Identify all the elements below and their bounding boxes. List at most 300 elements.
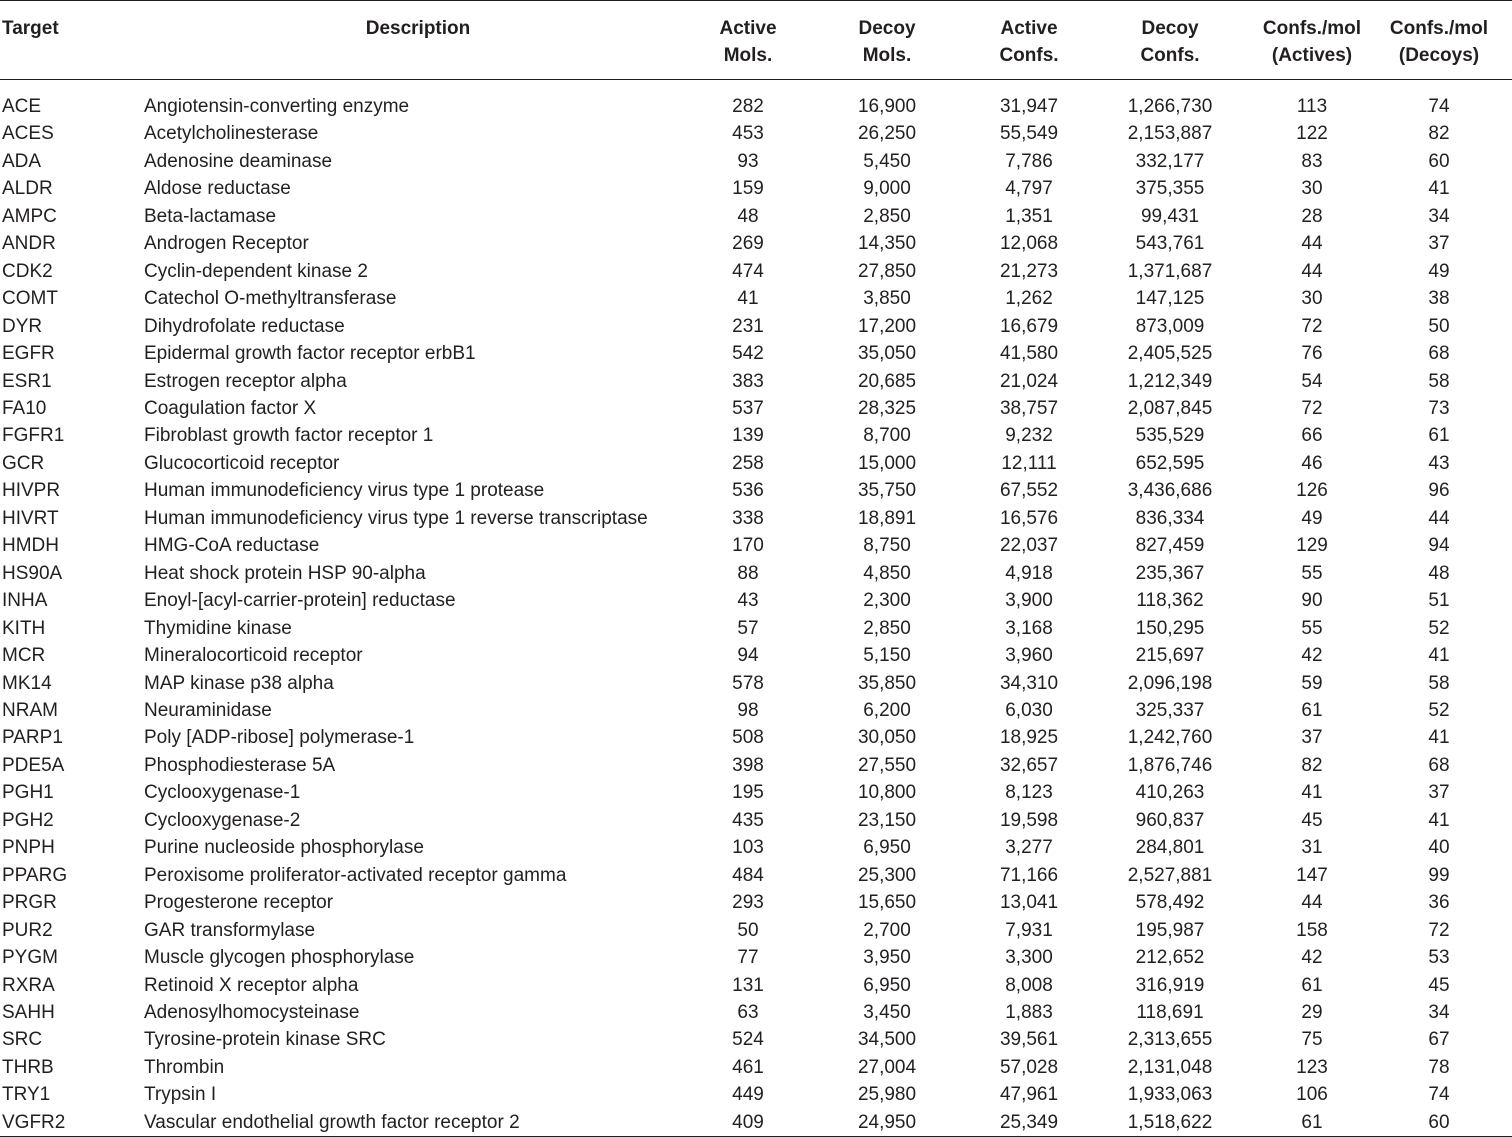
cell-description: Human immunodeficiency virus type 1 reverse transcriptase <box>144 507 648 529</box>
table-row <box>0 120 1512 147</box>
cell-decoy-mols: 2,850 <box>863 617 911 639</box>
cell-decoy-mols: 23,150 <box>857 809 917 831</box>
cell-decoy-mols: 28,325 <box>857 397 917 419</box>
header-line: Active <box>1000 18 1058 39</box>
cell-confs-per-mol-actives: 158 <box>1296 919 1328 941</box>
cell-active-confs: 47,961 <box>999 1084 1059 1106</box>
cell-confs-per-mol-decoys: 58 <box>1428 672 1450 694</box>
cell-description: Beta-lactamase <box>144 205 277 227</box>
cell-active-mols: 282 <box>732 96 764 117</box>
table-row <box>0 450 1512 477</box>
table-row <box>0 395 1512 422</box>
cell-confs-per-mol-decoys: 48 <box>1428 562 1450 584</box>
cell-target: FA10 <box>2 397 47 419</box>
cell-active-mols: 98 <box>737 699 759 721</box>
cell-confs-per-mol-decoys: 53 <box>1428 947 1450 969</box>
table-row <box>0 889 1512 916</box>
cell-description: Poly [ADP-ribose] polymerase-1 <box>144 727 415 749</box>
cell-decoy-confs: 147,125 <box>1135 288 1205 310</box>
cell-confs-per-mol-actives: 42 <box>1301 947 1323 969</box>
cell-description: Enoyl-[acyl-carrier-protein] reductase <box>144 590 456 612</box>
header-line: Decoy <box>858 18 916 39</box>
table-row <box>0 944 1512 971</box>
cell-decoy-confs: 2,313,655 <box>1127 1029 1213 1051</box>
cell-target: MK14 <box>2 672 52 694</box>
cell-confs-per-mol-actives: 66 <box>1301 425 1323 447</box>
header-decoy-mols <box>798 1 976 80</box>
cell-confs-per-mol-decoys: 61 <box>1428 425 1450 447</box>
cell-decoy-confs: 2,096,198 <box>1127 672 1213 694</box>
cell-description: Angiotensin-converting enzyme <box>144 96 410 117</box>
cell-active-confs: 19,598 <box>999 809 1059 831</box>
cell-decoy-confs: 150,295 <box>1135 617 1205 639</box>
cell-active-confs: 55,549 <box>999 123 1059 145</box>
cell-target: ANDR <box>2 233 56 255</box>
cell-active-confs: 13,041 <box>999 892 1059 914</box>
cell-decoy-confs: 2,087,845 <box>1127 397 1213 419</box>
cell-decoy-mols: 26,250 <box>857 123 917 145</box>
cell-active-confs: 22,037 <box>999 535 1059 557</box>
table-row <box>0 368 1512 395</box>
table-row <box>0 724 1512 751</box>
cell-active-mols: 139 <box>732 425 764 447</box>
cell-confs-per-mol-actives: 44 <box>1301 233 1323 255</box>
header-line: Confs./mol <box>1262 18 1362 39</box>
cell-confs-per-mol-actives: 29 <box>1301 1001 1323 1023</box>
cell-confs-per-mol-actives: 72 <box>1301 315 1323 337</box>
cell-confs-per-mol-decoys: 51 <box>1428 590 1450 612</box>
cell-decoy-mols: 35,850 <box>857 672 917 694</box>
table-row <box>0 148 1512 175</box>
cell-confs-per-mol-decoys: 45 <box>1428 974 1450 996</box>
cell-confs-per-mol-decoys: 96 <box>1428 480 1450 502</box>
cell-description: Muscle glycogen phosphorylase <box>144 947 415 969</box>
cell-active-mols: 484 <box>732 864 764 886</box>
cell-decoy-confs: 212,652 <box>1135 947 1205 969</box>
cell-active-confs: 6,030 <box>1005 699 1053 721</box>
cell-active-confs: 8,123 <box>1005 782 1053 804</box>
cell-decoy-mols: 6,950 <box>863 837 911 859</box>
cell-decoy-confs: 332,177 <box>1135 150 1205 172</box>
table-row <box>0 999 1512 1026</box>
header-line: Active <box>719 18 777 39</box>
cell-confs-per-mol-decoys: 58 <box>1428 370 1450 392</box>
table-row <box>0 313 1512 340</box>
cell-active-mols: 93 <box>737 150 759 172</box>
cell-target: HMDH <box>2 535 59 557</box>
header-line: Decoy <box>1141 18 1199 39</box>
cell-confs-per-mol-actives: 75 <box>1301 1029 1323 1051</box>
cell-description: Cyclooxygenase-1 <box>144 782 301 804</box>
cell-decoy-mols: 35,750 <box>857 480 917 502</box>
header-line: Mols. <box>723 45 773 66</box>
cell-confs-per-mol-actives: 83 <box>1301 150 1323 172</box>
cell-decoy-confs: 1,876,746 <box>1127 754 1213 776</box>
table-row <box>0 1109 1512 1137</box>
cell-decoy-confs: 235,367 <box>1135 562 1205 584</box>
cell-confs-per-mol-decoys: 36 <box>1428 892 1450 914</box>
cell-decoy-confs: 578,492 <box>1135 892 1205 914</box>
cell-confs-per-mol-actives: 44 <box>1301 260 1323 282</box>
cell-target: ALDR <box>2 178 53 200</box>
cell-confs-per-mol-decoys: 38 <box>1428 288 1450 310</box>
cell-target: TRY1 <box>2 1084 51 1106</box>
cell-decoy-confs: 535,529 <box>1135 425 1205 447</box>
cell-active-mols: 131 <box>732 974 764 996</box>
cell-active-mols: 449 <box>732 1084 764 1106</box>
cell-decoy-mols: 27,850 <box>857 260 917 282</box>
cell-active-confs: 3,277 <box>1005 837 1053 859</box>
cell-active-confs: 3,300 <box>1005 947 1053 969</box>
cell-decoy-mols: 15,650 <box>857 892 917 914</box>
cell-active-confs: 21,273 <box>999 260 1059 282</box>
cell-confs-per-mol-actives: 37 <box>1301 727 1323 749</box>
cell-confs-per-mol-decoys: 37 <box>1428 782 1450 804</box>
cell-target: KITH <box>2 617 46 639</box>
cell-description: Aldose reductase <box>144 178 291 200</box>
cell-active-mols: 524 <box>732 1029 764 1051</box>
cell-active-confs: 12,111 <box>1001 452 1057 474</box>
cell-confs-per-mol-actives: 113 <box>1296 96 1328 117</box>
table-row <box>0 285 1512 312</box>
cell-confs-per-mol-decoys: 60 <box>1366 1109 1512 1137</box>
cell-confs-per-mol-decoys: 52 <box>1428 617 1450 639</box>
cell-confs-per-mol-decoys: 99 <box>1428 864 1450 886</box>
header-active-mols <box>698 1 798 80</box>
cell-active-mols: 57 <box>737 617 759 639</box>
cell-target: SRC <box>2 1029 43 1051</box>
cell-decoy-confs: 543,761 <box>1135 233 1205 255</box>
cell-target: ACES <box>2 123 54 145</box>
table-row <box>0 532 1512 559</box>
cell-confs-per-mol-decoys: 67 <box>1428 1029 1450 1051</box>
cell-target: AMPC <box>2 205 57 227</box>
cell-active-mols: 508 <box>732 727 764 749</box>
cell-confs-per-mol-actives: 28 <box>1301 205 1323 227</box>
cell-confs-per-mol-decoys: 43 <box>1428 452 1450 474</box>
cell-confs-per-mol-decoys: 60 <box>1428 150 1450 172</box>
cell-description: Dihydrofolate reductase <box>144 315 345 337</box>
cell-active-confs: 71,166 <box>999 864 1059 886</box>
cell-active-mols: 63 <box>737 1001 759 1023</box>
cell-decoy-mols: 3,450 <box>863 1001 911 1023</box>
cell-active-confs: 7,786 <box>1005 150 1053 172</box>
cell-confs-per-mol-actives: 72 <box>1301 397 1323 419</box>
cell-confs-per-mol-decoys: 41 <box>1428 727 1450 749</box>
cell-description: GAR transformylase <box>144 919 316 941</box>
header-line: Confs./mol <box>1389 18 1489 39</box>
cell-confs-per-mol-actives: 129 <box>1296 535 1328 557</box>
table-row <box>0 697 1512 724</box>
cell-confs-per-mol-actives: 82 <box>1301 754 1323 776</box>
cell-target: EGFR <box>2 343 55 365</box>
cell-decoy-confs: 2,131,048 <box>1127 1056 1213 1078</box>
cell-active-mols: 48 <box>737 205 759 227</box>
cell-target: PDE5A <box>2 754 65 776</box>
cell-target: PPARG <box>2 864 68 886</box>
cell-confs-per-mol-decoys: 74 <box>1428 1084 1450 1106</box>
cell-active-mols: 231 <box>732 315 764 337</box>
cell-target: NRAM <box>2 699 58 721</box>
cell-description: Retinoid X receptor alpha <box>144 974 359 996</box>
cell-target: ACE <box>2 96 42 117</box>
cell-decoy-confs: 2,527,881 <box>1127 864 1213 886</box>
cell-decoy-mols: 4,850 <box>863 562 911 584</box>
cell-active-confs: 38,757 <box>999 397 1059 419</box>
cell-decoy-mols: 5,450 <box>863 150 911 172</box>
cell-active-confs: 3,168 <box>1005 617 1053 639</box>
header-line: (Actives) <box>1271 45 1353 66</box>
table-row <box>0 862 1512 889</box>
cell-confs-per-mol-actives: 45 <box>1301 809 1323 831</box>
cell-confs-per-mol-decoys: 73 <box>1428 397 1450 419</box>
cell-target: MCR <box>2 645 46 667</box>
table-row <box>0 807 1512 834</box>
cell-decoy-mols: 30,050 <box>857 727 917 749</box>
cell-description: Purine nucleoside phosphorylase <box>144 837 424 859</box>
cell-confs-per-mol-actives: 55 <box>1301 562 1323 584</box>
cell-confs-per-mol-decoys: 94 <box>1428 535 1450 557</box>
cell-decoy-confs: 118,362 <box>1136 590 1204 612</box>
table-body <box>0 80 1512 1137</box>
header-confs-per-mol-decoys <box>1366 1 1512 80</box>
cell-decoy-mols: 3,950 <box>863 947 911 969</box>
cell-decoy-mols: 35,050 <box>857 343 917 365</box>
cell-description: Estrogen receptor alpha <box>144 370 347 392</box>
cell-decoy-mols: 20,685 <box>857 370 917 392</box>
cell-confs-per-mol-actives: 76 <box>1301 343 1323 365</box>
cell-target: PYGM <box>2 947 58 969</box>
cell-decoy-confs: 873,009 <box>1135 315 1205 337</box>
cell-decoy-mols: 25,980 <box>857 1084 917 1106</box>
cell-active-mols: 50 <box>737 919 759 941</box>
cell-active-confs: 9,232 <box>1005 425 1053 447</box>
table-row <box>0 422 1512 449</box>
cell-decoy-mols: 16,900 <box>857 96 917 117</box>
cell-confs-per-mol-actives: 44 <box>1301 892 1323 914</box>
cell-confs-per-mol-actives: 54 <box>1301 370 1323 392</box>
cell-confs-per-mol-decoys: 49 <box>1428 260 1450 282</box>
cell-active-confs: 34,310 <box>999 672 1059 694</box>
cell-decoy-confs: 1,371,687 <box>1127 260 1213 282</box>
cell-target: FGFR1 <box>2 425 65 447</box>
cell-target: INHA <box>2 590 48 612</box>
cell-active-confs: 39,561 <box>999 1029 1059 1051</box>
cell-description: Human immunodeficiency virus type 1 protease <box>144 480 545 502</box>
cell-decoy-mols: 34,500 <box>857 1029 917 1051</box>
cell-active-confs: 3,960 <box>1005 645 1053 667</box>
cell-description: Neuraminidase <box>144 699 272 721</box>
cell-decoy-mols: 2,850 <box>863 205 911 227</box>
cell-target: HIVRT <box>2 507 59 529</box>
table-row <box>0 230 1512 257</box>
cell-confs-per-mol-decoys: 34 <box>1428 1001 1450 1023</box>
cell-target: PGH1 <box>2 782 54 804</box>
cell-target: PNPH <box>2 837 55 859</box>
cell-active-confs: 16,576 <box>999 507 1059 529</box>
cell-description: Cyclin-dependent kinase 2 <box>144 260 368 282</box>
cell-decoy-confs: 2,153,887 <box>1127 123 1213 145</box>
cell-description: Tyrosine-protein kinase SRC <box>144 1029 386 1051</box>
cell-active-mols: 159 <box>732 178 764 200</box>
cell-confs-per-mol-decoys: 68 <box>1428 343 1450 365</box>
cell-confs-per-mol-actives: 147 <box>1296 864 1328 886</box>
cell-active-mols: 195 <box>732 782 764 804</box>
cell-decoy-confs: 836,334 <box>1135 507 1205 529</box>
cell-active-confs: 4,918 <box>1005 562 1053 584</box>
cell-target: THRB <box>2 1056 54 1078</box>
cell-confs-per-mol-actives: 41 <box>1301 782 1323 804</box>
cell-confs-per-mol-actives: 31 <box>1301 837 1323 859</box>
cell-active-confs: 1,351 <box>1005 205 1053 227</box>
cell-active-confs: 32,657 <box>999 754 1059 776</box>
header-target: Target <box>0 1 138 80</box>
header-decoy-confs <box>1082 1 1258 80</box>
cell-active-mols: 94 <box>737 645 759 667</box>
cell-target: PARP1 <box>2 727 63 749</box>
cell-confs-per-mol-decoys: 78 <box>1428 1056 1450 1078</box>
header-confs-per-mol-actives <box>1258 1 1366 80</box>
cell-active-mols: 398 <box>732 754 764 776</box>
cell-description: Epidermal growth factor receptor erbB1 <box>144 343 476 365</box>
cell-description: Adenosine deaminase <box>144 150 333 172</box>
table-row <box>0 258 1512 285</box>
table-row <box>0 670 1512 697</box>
cell-active-confs: 1,262 <box>1005 288 1053 310</box>
cell-confs-per-mol-actives: 59 <box>1301 672 1323 694</box>
cell-active-mols: 578 <box>732 672 764 694</box>
cell-confs-per-mol-decoys: 41 <box>1428 178 1450 200</box>
cell-decoy-mols: 5,150 <box>863 645 911 667</box>
cell-description: Androgen Receptor <box>144 233 309 255</box>
cell-confs-per-mol-actives: 126 <box>1296 480 1328 502</box>
cell-decoy-confs: 960,837 <box>1135 809 1205 831</box>
cell-confs-per-mol-decoys: 74 <box>1428 96 1450 117</box>
cell-active-confs: 41,580 <box>999 343 1059 365</box>
cell-decoy-mols: 17,200 <box>857 315 917 337</box>
cell-decoy-confs: 3,436,686 <box>1127 480 1213 502</box>
cell-target: ESR1 <box>2 370 52 392</box>
cell-active-mols: 536 <box>732 480 764 502</box>
header-line: (Decoys) <box>1398 45 1480 66</box>
cell-confs-per-mol-actives: 106 <box>1296 1084 1328 1106</box>
cell-description: Progesterone receptor <box>144 892 334 914</box>
cell-confs-per-mol-actives: 122 <box>1296 123 1328 145</box>
cell-description: HMG-CoA reductase <box>144 535 320 557</box>
cell-active-mols: 409 <box>698 1109 798 1137</box>
cell-confs-per-mol-decoys: 44 <box>1428 507 1450 529</box>
cell-decoy-confs: 1,266,730 <box>1127 96 1213 117</box>
cell-active-mols: 103 <box>732 837 764 859</box>
cell-decoy-mols: 18,891 <box>857 507 917 529</box>
cell-description: Glucocorticoid receptor <box>144 452 340 474</box>
cell-active-mols: 338 <box>732 507 764 529</box>
table-row <box>0 340 1512 367</box>
cell-active-confs: 25,349 <box>976 1109 1082 1137</box>
cell-decoy-confs: 375,355 <box>1135 178 1205 200</box>
header-active-confs <box>976 1 1082 80</box>
cell-active-confs: 8,008 <box>1005 974 1053 996</box>
cell-active-mols: 474 <box>732 260 764 282</box>
cell-confs-per-mol-actives: 30 <box>1301 288 1323 310</box>
cell-decoy-confs: 195,987 <box>1135 919 1205 941</box>
cell-description: MAP kinase p38 alpha <box>144 672 334 694</box>
table-header <box>0 1 1512 80</box>
cell-decoy-confs: 1,518,622 <box>1082 1109 1258 1137</box>
table-row <box>0 615 1512 642</box>
cell-decoy-confs: 652,595 <box>1135 452 1205 474</box>
cell-target: PGH2 <box>2 809 54 831</box>
cell-active-confs: 18,925 <box>999 727 1059 749</box>
table-row <box>0 203 1512 230</box>
cell-target: GCR <box>2 452 45 474</box>
cell-decoy-mols: 15,000 <box>857 452 917 474</box>
cell-active-confs: 57,028 <box>999 1056 1059 1078</box>
cell-decoy-mols: 6,200 <box>863 699 911 721</box>
cell-decoy-mols: 2,300 <box>863 590 911 612</box>
cell-active-mols: 41 <box>737 288 759 310</box>
cell-active-confs: 1,883 <box>1005 1001 1053 1023</box>
cell-confs-per-mol-decoys: 72 <box>1428 919 1450 941</box>
table-row <box>0 1081 1512 1108</box>
cell-target: ADA <box>2 150 42 172</box>
cell-active-mols: 88 <box>737 562 759 584</box>
cell-decoy-mols: 27,004 <box>857 1056 917 1078</box>
header-line: Confs. <box>1140 45 1200 66</box>
cell-active-mols: 293 <box>732 892 764 914</box>
cell-decoy-mols: 10,800 <box>857 782 917 804</box>
cell-decoy-mols: 9,000 <box>863 178 911 200</box>
table-row <box>0 587 1512 614</box>
cell-decoy-confs: 215,697 <box>1135 645 1205 667</box>
cell-description: Thymidine kinase <box>144 617 292 639</box>
cell-active-mols: 269 <box>732 233 764 255</box>
cell-description: Phosphodiesterase 5A <box>144 754 336 776</box>
cell-description: Thrombin <box>144 1056 225 1078</box>
cell-active-confs: 4,797 <box>1005 178 1053 200</box>
cell-active-mols: 542 <box>732 343 764 365</box>
cell-target: HIVPR <box>2 480 61 502</box>
cell-description: Cyclooxygenase-2 <box>144 809 301 831</box>
cell-description: Acetylcholinesterase <box>144 123 319 145</box>
cell-active-mols: 170 <box>732 535 764 557</box>
cell-decoy-confs: 325,337 <box>1135 699 1205 721</box>
cell-confs-per-mol-actives: 61 <box>1301 974 1323 996</box>
cell-confs-per-mol-decoys: 52 <box>1428 699 1450 721</box>
cell-confs-per-mol-actives: 61 <box>1258 1109 1366 1137</box>
cell-description: Trypsin I <box>144 1084 217 1106</box>
cell-decoy-mols: 2,700 <box>863 919 911 941</box>
cell-decoy-confs: 1,242,760 <box>1127 727 1213 749</box>
cell-active-mols: 258 <box>732 452 764 474</box>
cell-confs-per-mol-actives: 55 <box>1301 617 1323 639</box>
cell-decoy-confs: 284,801 <box>1135 837 1205 859</box>
cell-target: COMT <box>2 288 58 310</box>
cell-active-confs: 12,068 <box>999 233 1059 255</box>
cell-confs-per-mol-actives: 42 <box>1301 645 1323 667</box>
cell-decoy-mols: 8,700 <box>863 425 911 447</box>
cell-target: VGFR2 <box>0 1109 138 1137</box>
table-row <box>0 80 1512 121</box>
cell-active-confs: 67,552 <box>999 480 1059 502</box>
cell-target: PUR2 <box>2 919 53 941</box>
table-row <box>0 505 1512 532</box>
cell-active-mols: 461 <box>732 1056 764 1078</box>
cell-confs-per-mol-decoys: 41 <box>1428 809 1450 831</box>
cell-confs-per-mol-decoys: 41 <box>1428 645 1450 667</box>
table-row <box>0 175 1512 202</box>
cell-description: Fibroblast growth factor receptor 1 <box>144 425 434 447</box>
